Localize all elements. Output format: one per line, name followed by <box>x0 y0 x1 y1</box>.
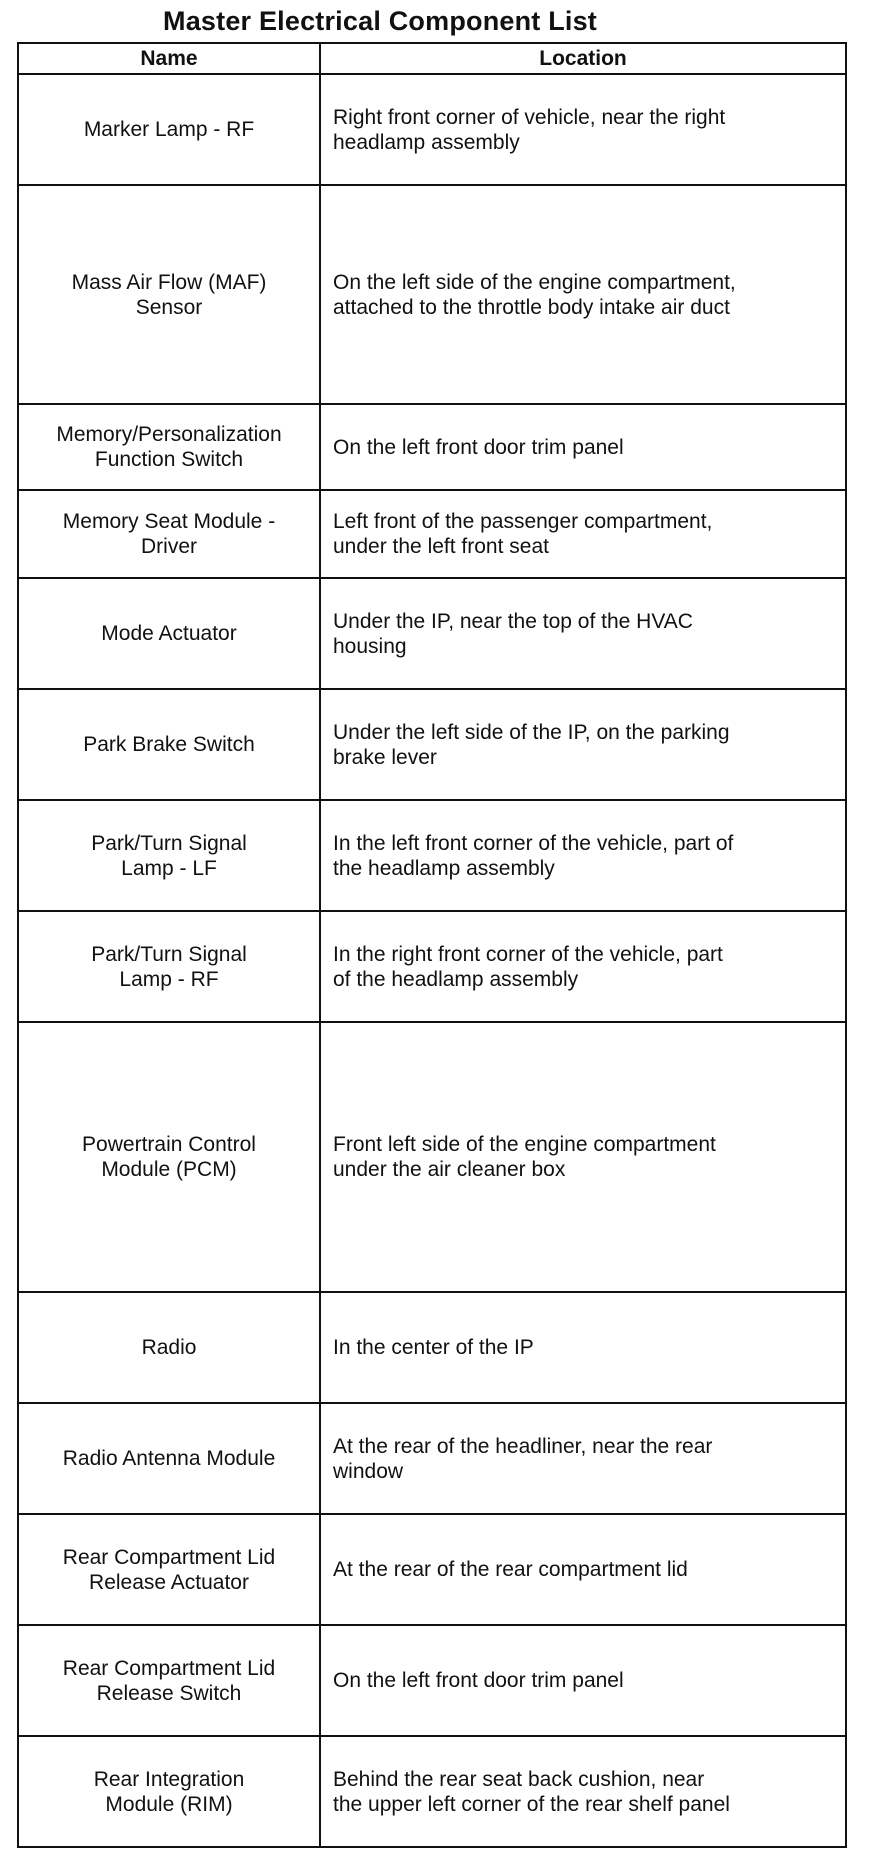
component-location <box>320 911 846 1022</box>
table-row <box>18 911 846 1022</box>
component-location-text: At the rear of the headliner, near the rear window <box>333 1434 713 1483</box>
table-header-row <box>18 43 846 74</box>
component-name-text: Memory/Personalization Function Switch <box>56 423 282 471</box>
component-name-text: Rear Compartment Lid Release Switch <box>62 1656 276 1705</box>
component-location <box>320 800 846 911</box>
column-header-location: Location <box>320 43 846 74</box>
component-name-text: Mode Actuator <box>101 622 237 645</box>
component-name-text: Rear Integration Module (RIM) <box>93 1767 245 1816</box>
component-location-text: Under the left side of the IP, on the parking brake lever <box>333 720 730 769</box>
component-location-text: Front left side of the engine compartment under the air cleaner box <box>333 1133 716 1181</box>
component-name-text: Mass Air Flow (MAF) Sensor <box>71 270 267 319</box>
component-location-text: In the left front corner of the vehicle, part of the headlamp assembly <box>333 831 734 880</box>
component-name-text: Radio <box>141 1336 197 1359</box>
component-location <box>320 74 846 185</box>
component-location <box>320 1514 846 1625</box>
component-location <box>320 1403 846 1514</box>
component-name <box>18 1514 320 1625</box>
component-location-text: Right front corner of vehicle, near the right headlamp assembly <box>333 105 726 154</box>
component-name <box>18 1625 320 1736</box>
component-location-text: Left front of the passenger compartment, under the left front seat <box>333 510 713 558</box>
component-name-text: Memory Seat Module - Driver <box>62 510 276 558</box>
component-location <box>320 1292 846 1403</box>
component-location-text: On the left side of the engine compartment, attached to the throttle body intake air duct <box>333 270 736 319</box>
component-location-text: Under the IP, near the top of the HVAC housing <box>333 609 693 658</box>
component-name <box>18 185 320 404</box>
component-name-text: Park/Turn Signal Lamp - RF <box>91 942 247 991</box>
table-row <box>18 1736 846 1847</box>
component-name <box>18 689 320 800</box>
component-location <box>320 689 846 800</box>
component-table <box>17 42 847 1848</box>
table-row <box>18 404 846 490</box>
page-title: Master Electrical Component List <box>163 6 597 36</box>
component-name <box>18 1022 320 1292</box>
component-name <box>18 578 320 689</box>
table-row <box>18 74 846 185</box>
table-row <box>18 1514 846 1625</box>
component-name <box>18 1403 320 1514</box>
component-name-text: Marker Lamp - RF <box>83 118 255 141</box>
table-row <box>18 1625 846 1736</box>
component-name-text: Rear Compartment Lid Release Actuator <box>62 1545 276 1594</box>
component-location <box>320 1736 846 1847</box>
component-location <box>320 1022 846 1292</box>
component-name <box>18 1292 320 1403</box>
table-row <box>18 490 846 578</box>
component-location <box>320 490 846 578</box>
component-name <box>18 1736 320 1847</box>
component-name-text: Radio Antenna Module <box>62 1447 276 1470</box>
component-location-text: At the rear of the rear compartment lid <box>333 1558 688 1581</box>
component-location <box>320 1625 846 1736</box>
table-row <box>18 185 846 404</box>
component-name <box>18 490 320 578</box>
component-location-text: On the left front door trim panel <box>333 435 624 459</box>
component-name <box>18 800 320 911</box>
table-row <box>18 689 846 800</box>
component-location-text: On the left front door trim panel <box>333 1669 624 1692</box>
component-name-text: Park/Turn Signal Lamp - LF <box>91 831 247 880</box>
component-name-text: Powertrain Control Module (PCM) <box>82 1133 256 1181</box>
table-row <box>18 1022 846 1292</box>
component-name-text: Park Brake Switch <box>83 733 255 756</box>
table-row <box>18 800 846 911</box>
table-row <box>18 1403 846 1514</box>
component-location-text: Behind the rear seat back cushion, near the upper left corner of the rear shelf panel <box>333 1767 730 1816</box>
component-name <box>18 74 320 185</box>
table-row <box>18 1292 846 1403</box>
column-header-name: Name <box>18 43 320 74</box>
component-name <box>18 911 320 1022</box>
component-location <box>320 404 846 490</box>
component-location-text: In the right front corner of the vehicle, part of the headlamp assembly <box>333 942 723 991</box>
component-name <box>18 404 320 490</box>
table-row <box>18 578 846 689</box>
component-location <box>320 578 846 689</box>
component-location-text: In the center of the IP <box>333 1336 534 1359</box>
component-location <box>320 185 846 404</box>
